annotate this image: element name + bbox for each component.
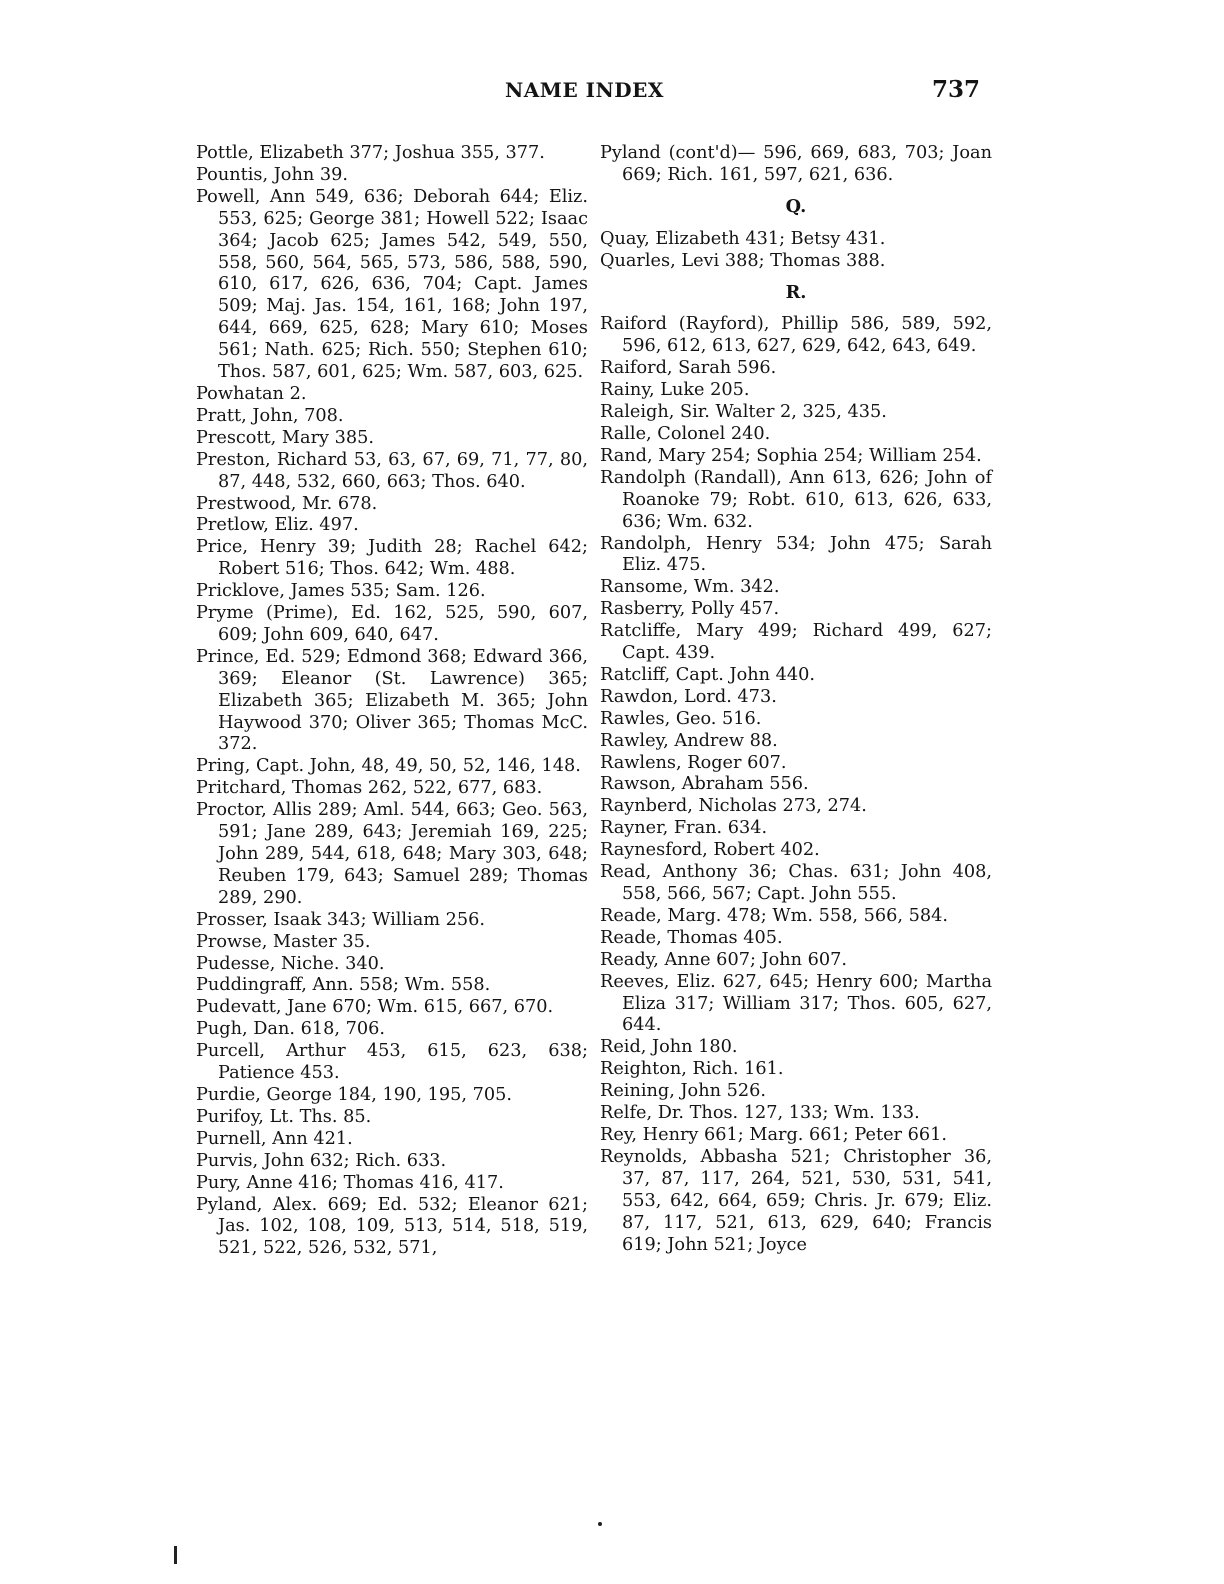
index-entry: Puddingraff, Ann. 558; Wm. 558. [196,975,491,996]
index-entry: Rayner, Fran. 634. [600,818,768,839]
index-entry: Pritchard, Thomas 262, 522, 677, 683. [196,778,543,799]
index-entry: Quay, Elizabeth 431; Betsy 431. [600,228,886,249]
index-entry: Pretlow, Eliz. 497. [196,515,359,536]
right-column [600,143,992,1256]
index-entry: Pyland, Alex. 669; Ed. 532; Eleanor 621; Jas. 102, 108, 109, 513, 514, 518, 519, 521, 522, 526, 532, 571, [196,1194,588,1259]
index-entry: Ralle, Colonel 240. [600,423,771,444]
index-entry: Purcell, Arthur 453, 615, 623, 638; Patience 453. [196,1041,588,1084]
scan-mark [174,1546,177,1564]
index-entry: Rawley, Andrew 88. [600,730,778,751]
index-entry: Pudesse, Niche. 340. [196,953,385,974]
index-entry: Purnell, Ann 421. [196,1128,353,1149]
index-entry: Prestwood, Mr. 678. [196,493,378,514]
index-entry: Powhatan 2. [196,383,307,404]
index-entry: Price, Henry 39; Judith 28; Rachel 642; Robert 516; Thos. 642; Wm. 488. [196,537,588,580]
index-entry: Read, Anthony 36; Chas. 631; John 408, 558, 566, 567; Capt. John 555. [600,862,992,904]
index-entry: Randolph (Randall), Ann 613, 626; John of Roanoke 79; Robt. 610, 613, 626, 633, 636; Wm. 632. [600,467,992,532]
index-entry: Reeves, Eliz. 627, 645; Henry 600; Martha Eliza 317; William 317; Thos. 605, 627, 644. [600,971,992,1036]
index-entry: Pryme (Prime), Ed. 162, 525, 590, 607, 609; John 609, 640, 647. [196,603,588,645]
index-entry: Reynolds, Abbasha 521; Christopher 36, 37, 87, 117, 264, 521, 530, 531, 541, 553, 642, 664, 659; Chris. Jr. 679; Eliz. 87, 117, 521, 613, 629, 640; Francis 619; John 521; Joyce [600,1146,992,1255]
index-entry: Randolph, Henry 534; John 475; Sarah Eliz. 475. [600,533,992,576]
index-entry: Pountis, John 39. [196,164,348,185]
index-entry: Rey, Henry 661; Marg. 661; Peter 661. [600,1124,947,1145]
index-entry: Prince, Ed. 529; Edmond 368; Edward 366, 369; Eleanor (St. Lawrence) 365; Elizabeth 365; Elizabeth M. 365; John Haywood 370; Oliver 365; Thomas McC. 372. [196,646,588,755]
section-letter-q: Q. [785,195,807,217]
index-entry: Ransome, Wm. 342. [600,577,780,598]
index-entry: Pratt, John, 708. [196,405,344,426]
index-entry: Reid, John 180. [600,1037,738,1058]
page-title: NAME INDEX [505,78,664,102]
index-entry: Raynesford, Robert 402. [600,840,820,861]
index-entry: Pring, Capt. John, 48, 49, 50, 52, 146, 148. [196,756,581,777]
index-entry: Pricklove, James 535; Sam. 126. [196,581,486,602]
left-column [196,143,588,1260]
index-entry: Reade, Thomas 405. [600,927,783,948]
index-entry: Quarles, Levi 388; Thomas 388. [600,250,886,271]
section-letter-r: R. [785,281,807,303]
index-entry: Rawdon, Lord. 473. [600,686,777,707]
index-entry: Purifoy, Lt. Ths. 85. [196,1106,372,1127]
index-entry: Raynberd, Nicholas 273, 274. [600,796,867,817]
index-entry: Purdie, George 184, 190, 195, 705. [196,1084,512,1105]
index-entry: Prowse, Master 35. [196,931,371,952]
index-entry: Reining, John 526. [600,1081,766,1102]
index-entry: Rawles, Geo. 516. [600,708,762,729]
index-entry: Raiford, Sarah 596. [600,358,777,379]
index-entry: Rawson, Abraham 556. [600,774,809,795]
index-entry: Reighton, Rich. 161. [600,1059,784,1080]
index-entry: Prosser, Isaak 343; William 256. [196,909,486,930]
index-entry: Raleigh, Sir. Walter 2, 325, 435. [600,402,887,423]
scan-speck [598,1522,602,1526]
index-entry: Ratcliffe, Mary 499; Richard 499, 627; Capt. 439. [600,621,992,664]
index-entry: Ratcliff, Capt. John 440. [600,664,816,685]
index-entry: Pudevatt, Jane 670; Wm. 615, 667, 670. [196,997,554,1018]
index-entry: Proctor, Allis 289; Aml. 544, 663; Geo. 563, 591; Jane 289, 643; Jeremiah 169, 225; John 289, 544, 618, 648; Mary 303, 648; Reuben 179, 643; Samuel 289; Thomas 289, 290. [196,800,588,908]
index-entry: Rand, Mary 254; Sophia 254; William 254. [600,445,982,466]
index-entry: Preston, Richard 53, 63, 67, 69, 71, 77, 80, 87, 448, 532, 660, 663; Thos. 640. [196,449,588,492]
index-entry: Rainy, Luke 205. [600,380,750,401]
index-entry: Reade, Marg. 478; Wm. 558, 566, 584. [600,905,948,926]
index-entry: Pottle, Elizabeth 377; Joshua 355, 377. [196,143,545,163]
index-entry: Prescott, Mary 385. [196,427,375,448]
index-entry: Pugh, Dan. 618, 706. [196,1019,386,1040]
index-entry: Rasberry, Polly 457. [600,599,780,620]
index-entry: Ready, Anne 607; John 607. [600,949,848,970]
index-entry: Rawlens, Roger 607. [600,752,787,773]
index-entry: Raiford (Rayford), Phillip 586, 589, 592, 596, 612, 613, 627, 629, 642, 643, 649. [600,314,992,357]
index-entry: Powell, Ann 549, 636; Deborah 644; Eliz. 553, 625; George 381; Howell 522; Isaac 364; Jacob 625; James 542, 549, 550, 558, 560, 564, 565, 573, 586, 588, 590, 610, 617, 626, 636, 704; Capt. James 509; Maj. Jas. 154, 161, 168; John 197, 644, 669, 625, 628; Mary 610; Moses 561; Nath. 625; Rich. 550; Stephen 610; Thos. 587, 601, 625; Wm. 587, 603, 625. [196,186,588,383]
index-entry: Pyland (cont'd)— 596, 669, 683, 703; Joan 669; Rich. 161, 597, 621, 636. [600,143,992,185]
index-entry: Purvis, John 632; Rich. 633. [196,1150,447,1171]
index-entry: Relfe, Dr. Thos. 127, 133; Wm. 133. [600,1103,920,1124]
page-number: 737 [932,76,981,103]
index-entry: Pury, Anne 416; Thomas 416, 417. [196,1172,504,1193]
